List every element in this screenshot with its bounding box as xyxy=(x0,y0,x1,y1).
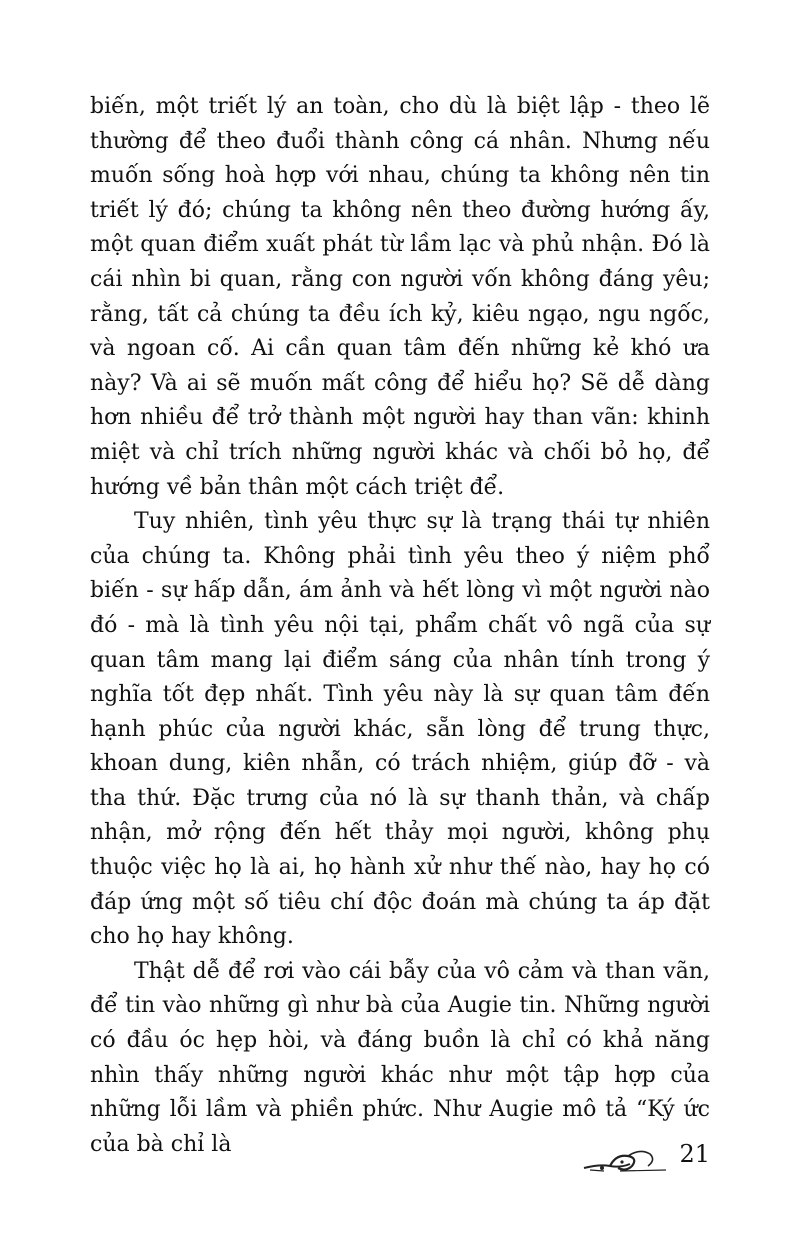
paragraph-2: Tuy nhiên, tình yêu thực sự là trạng thái tự nhiên của chúng ta. Không phải tình yêu theo ý niệm phổ biến - sự hấp dẫn, ám ảnh và hết lòng vì một người nào đó - mà là tình yêu nội tại, phẩm chất vô ngã của sự quan tâm mang lại điểm sáng của nhân tính trong ý nghĩa tốt đẹp nhất. Tình yêu này là sự quan tâm đến hạnh phúc của người khác, sẵn lòng để trung thực, khoan dung, kiên nhẫn, có trách nhiệm, giúp đỡ - và tha thứ. Đặc trưng của nó là sự thanh thản, và chấp nhận, mở rộng đến hết thảy mọi người, không phụ thuộc việc họ là ai, họ hành xử như thế nào, hay họ có đáp ứng một số tiêu chí độc đoán mà chúng ta áp đặt cho họ hay không. xyxy=(90,509,710,950)
paragraph-3: Thật dễ để rơi vào cái bẫy của vô cảm và than vãn, để tin vào những gì như bà của Augie tin. Những người có đầu óc hẹp hòi, và đáng buồn là chỉ có khả năng nhìn thấy những người khác như một tập hợp của những lỗi lầm và phiền phức. Như Augie mô tả “Ký ức của bà chỉ là xyxy=(90,958,710,1157)
paragraph-1: biến, một triết lý an toàn, cho dù là biệt lập - theo lẽ thường để theo đuổi thành công cá nhân. Nhưng nếu muốn sống hoà hợp với nhau, chúng ta không nên tin triết lý đó; chúng ta không nên theo đường hướng ấy, một quan điểm xuất phát từ lầm lạc và phủ nhận. Đó là cái nhìn bi quan, rằng con người vốn không đáng yêu; rằng, tất cả chúng ta đều ích kỷ, kiêu ngạo, ngu ngốc, và ngoan cố. Ai cần quan tâm đến những kẻ khó ưa này? Và ai sẽ muốn mất công để hiểu họ? Sẽ dễ dàng hơn nhiều để trở thành một người hay than vãn: khinh miệt và chỉ trích những người khác và chối bỏ họ, để hướng về bản thân một cách triệt để. xyxy=(90,94,710,500)
page-number: 21 xyxy=(679,1140,710,1168)
swirl-ornament-icon xyxy=(580,1144,670,1178)
page-footer xyxy=(580,1140,710,1180)
body-text xyxy=(90,90,710,1162)
